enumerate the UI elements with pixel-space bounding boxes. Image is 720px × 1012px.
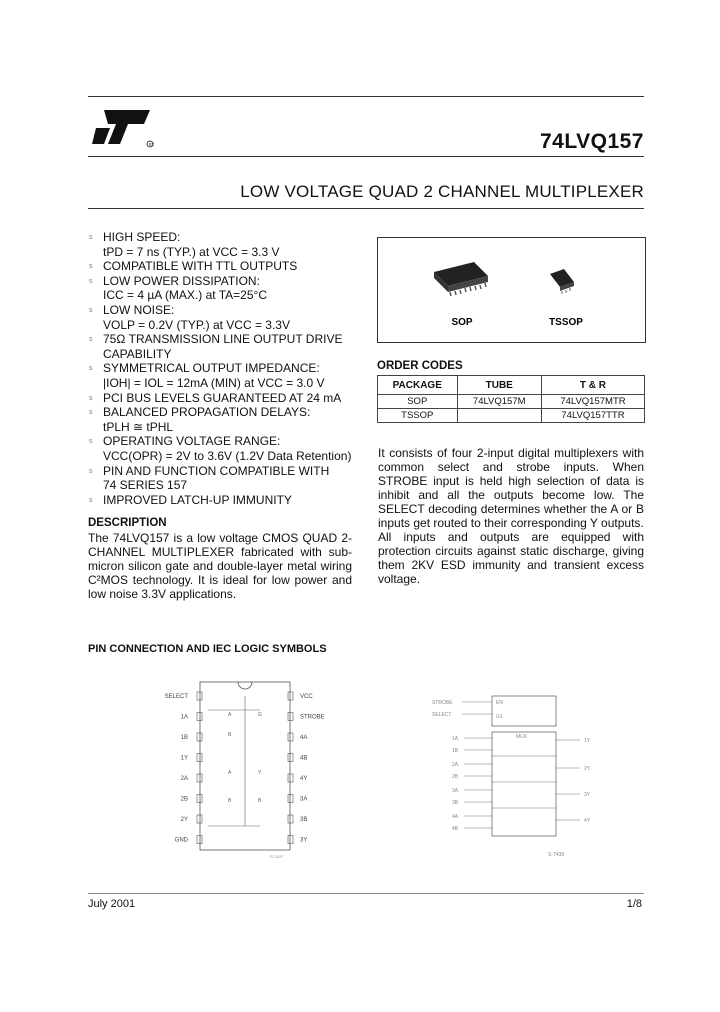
sop-label: SOP: [451, 317, 473, 328]
feature-main: COMPATIBLE WITH TTL OUTPUTS: [103, 259, 298, 274]
st-logo: [92, 108, 154, 148]
pin-box: [288, 815, 293, 823]
feature-detail: VOLP = 0.2V (TYP.) at VCC = 3.3V: [103, 317, 290, 332]
table-row: SOP 74LVQ157M 74LVQ157MTR: [378, 395, 645, 409]
description-right-p1: It consists of four 2-input digital multiplexers with common select and strobe inputs. When STROBE input is held high selection of data is inhibit and all the outputs become low. The SELECT decoding determines whether the A or B inputs get routed to their corresponding Y outputs.: [378, 446, 644, 530]
feature-item: [88, 230, 378, 259]
feature-main: HIGH SPEED:: [103, 230, 181, 244]
pin-label-left: 1A: [180, 714, 188, 721]
feature-detail: tPD = 7 ns (TYP.) at VCC = 3.3 V: [103, 244, 280, 259]
pin-label-left: SELECT: [164, 694, 188, 700]
pin-box: [197, 754, 202, 762]
svg-text:3B: 3B: [452, 800, 459, 806]
feature-main: IMPROVED LATCH-UP IMMUNITY: [103, 492, 292, 507]
svg-text:3Y: 3Y: [584, 792, 591, 798]
pin-box: [197, 815, 202, 823]
pin-box: [288, 836, 293, 844]
order-codes-table: [377, 375, 645, 423]
description-right-p2: All inputs and outputs are equipped with protection circuits against static discharge, giving them 2KV ESD immunity and transient excess voltage.: [378, 530, 644, 586]
footer-date: July 2001: [88, 898, 136, 910]
pin-label-left: 1Y: [180, 755, 188, 762]
pin-connection-diagram: [150, 676, 350, 866]
svg-text:STROBE: STROBE: [432, 700, 453, 706]
svg-text:SELECT: SELECT: [432, 712, 452, 718]
svg-text:S-7438: S-7438: [548, 852, 565, 858]
feature-list: [88, 230, 378, 507]
top-rule: [88, 96, 644, 97]
description-right: [378, 446, 644, 586]
feature-main: PIN AND FUNCTION COMPATIBLE WITH: [103, 463, 330, 478]
feature-detail: ICC = 4 µA (MAX.) at TA=25°C: [103, 288, 267, 303]
feature-main: PCI BUS LEVELS GUARANTEED AT 24 mA: [103, 390, 342, 405]
package-illustration: [377, 237, 646, 343]
feature-main: OPERATING VOLTAGE RANGE:: [103, 434, 281, 449]
feature-main: LOW POWER DISSIPATION:: [103, 273, 260, 288]
svg-text:1Y: 1Y: [584, 738, 591, 744]
feature-item: [88, 464, 378, 493]
feature-detail: 74 SERIES 157: [103, 478, 188, 493]
svg-text:B: B: [258, 798, 262, 804]
svg-text:S-7437: S-7437: [270, 854, 283, 859]
footer-page: 1/8: [626, 898, 642, 910]
feature-item: [88, 332, 378, 361]
feature-item: [88, 274, 378, 303]
sop-package: [434, 262, 488, 296]
feature-main: BALANCED PROPAGATION DELAYS:: [103, 405, 311, 420]
feature-item: [88, 259, 378, 274]
svg-text:2A: 2A: [452, 762, 459, 768]
order-codes-heading: ORDER CODES: [377, 360, 463, 372]
svg-text:2B: 2B: [452, 774, 459, 780]
feature-item: [88, 361, 378, 390]
svg-text:B: B: [228, 732, 232, 738]
pin-label-right: 3Y: [300, 837, 308, 844]
pin-box: [288, 795, 293, 803]
table-row: TSSOP 74LVQ157TTR: [378, 409, 645, 423]
iec-logic-symbol: [420, 688, 610, 868]
pin-box: [288, 733, 293, 741]
pin-box: [197, 733, 202, 741]
svg-text:B: B: [228, 798, 232, 804]
svg-text:ST: ST: [148, 141, 154, 147]
col-tube: TUBE: [457, 376, 541, 395]
feature-item: [88, 434, 378, 463]
feature-main: SYMMETRICAL OUTPUT IMPEDANCE:: [103, 361, 320, 376]
pin-label-left: 2B: [180, 796, 188, 803]
svg-text:4Y: 4Y: [584, 818, 591, 824]
svg-text:Y: Y: [258, 770, 262, 776]
pin-label-left: GND: [174, 837, 188, 844]
feature-item: [88, 493, 378, 508]
description-text: The 74LVQ157 is a low voltage CMOS QUAD 2-CHANNEL MULTIPLEXER fabricated with sub-micron silicon gate and double-layer metal wiring C²MOS technology. It is ideal for low power and low noise 3.3V applications.: [88, 531, 352, 601]
svg-text:G: G: [258, 712, 262, 718]
pin-label-right: VCC: [300, 694, 313, 700]
svg-text:2Y: 2Y: [584, 766, 591, 772]
pin-box: [288, 774, 293, 782]
pin-box: [288, 713, 293, 721]
svg-text:A: A: [228, 712, 232, 718]
tssop-package: [550, 269, 574, 294]
feature-item: [88, 391, 378, 406]
feature-main: LOW NOISE:: [103, 302, 175, 317]
footer-rule: [88, 893, 644, 894]
pin-box: [197, 836, 202, 844]
pin-label-right: 3B: [300, 817, 308, 823]
pin-box: [197, 795, 202, 803]
svg-text:4A: 4A: [452, 814, 459, 820]
description-heading: DESCRIPTION: [88, 517, 167, 529]
pin-section-heading: PIN CONNECTION AND IEC LOGIC SYMBOLS: [88, 643, 327, 655]
header-rule: [88, 156, 644, 157]
feature-item: [88, 303, 378, 332]
title-rule: [88, 208, 644, 209]
feature-item: [88, 405, 378, 434]
tssop-label: TSSOP: [549, 317, 583, 328]
pin-label-left: 2A: [180, 776, 188, 782]
pin-label-right: STROBE: [300, 714, 325, 721]
pin-box: [197, 692, 202, 700]
feature-detail: VCC(OPR) = 2V to 3.6V (1.2V Data Retention): [103, 448, 352, 463]
part-number: 74LVQ157: [539, 130, 644, 153]
svg-text:1B: 1B: [452, 748, 459, 754]
pin-label-right: 4B: [300, 755, 308, 762]
svg-text:1A: 1A: [452, 736, 459, 742]
pin-box: [288, 692, 293, 700]
svg-text:4B: 4B: [452, 826, 459, 832]
pin-label-left: 2Y: [180, 817, 188, 823]
svg-text:3A: 3A: [452, 788, 459, 794]
svg-text:MUX: MUX: [516, 734, 528, 740]
page-title: LOW VOLTAGE QUAD 2 CHANNEL MULTIPLEXER: [240, 182, 644, 201]
pin-label-right: 4Y: [300, 776, 308, 782]
pin-label-left: 1B: [180, 735, 188, 741]
pin-box: [288, 754, 293, 762]
feature-detail: tPLH ≅ tPHL: [103, 419, 174, 434]
pin-box: [197, 774, 202, 782]
svg-text:G1: G1: [496, 714, 503, 720]
pin-label-right: 4A: [300, 735, 308, 741]
svg-text:A: A: [228, 770, 232, 776]
feature-main: 75Ω TRANSMISSION LINE OUTPUT DRIVE CAPABILITY: [103, 332, 343, 361]
pin-label-right: 3A: [300, 796, 308, 803]
pin-box: [197, 713, 202, 721]
col-tr: T & R: [541, 376, 644, 395]
feature-detail: |IOH| = IOL = 12mA (MIN) at VCC = 3.0 V: [103, 375, 325, 390]
col-package: PACKAGE: [378, 376, 458, 395]
svg-text:EN: EN: [496, 700, 503, 706]
